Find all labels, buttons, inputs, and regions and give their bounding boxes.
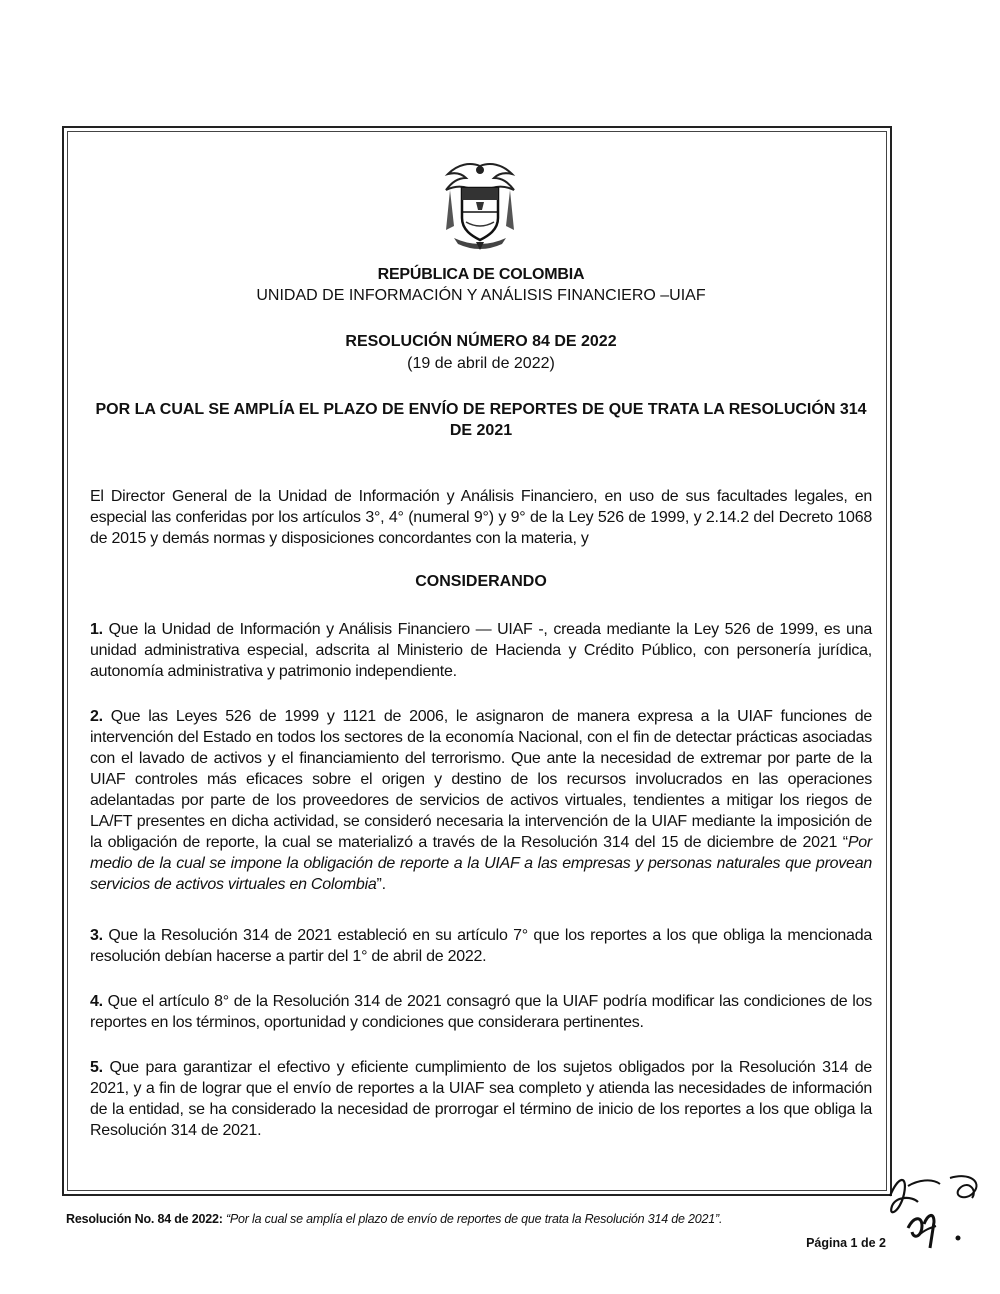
footer-label: Resolución No. 84 de 2022: [66,1212,223,1226]
signature-icon [878,1166,990,1266]
paragraph-tail: ”. [376,876,386,893]
paragraph-text: Que para garantizar el efectivo y eficiente cumplimiento de los sujetos obligados por la Resolución 314 de 2021, y a fin de lograr que el envío de reportes a la UIAF sea completo y atienda las necesidades de información de la entidad, se ha considerado la necesidad de prorrogar el término de inicio de los reportes a los que obliga la Resolución 314 de 2021. [90,1059,873,1139]
footer-text: “Por la cual se amplía el plazo de envío de reportes de que trata la Resolución 314 de 2021”. [225,1212,723,1226]
country-name: REPÚBLICA DE COLOMBIA [377,266,585,283]
paragraph-5 [90,1057,872,1141]
entity-name: UNIDAD DE INFORMACIÓN Y ANÁLISIS FINANCIERO –UIAF [256,287,706,304]
paragraph-2 [90,706,872,895]
resolution-subject: POR LA CUAL SE AMPLÍA EL PLAZO DE ENVÍO DE REPORTES DE QUE TRATA LA RESOLUCIÓN 314 DE 2021 [95,401,867,439]
paragraph-number: 2. [90,708,103,725]
paragraph-number: 1. [90,621,103,638]
paragraph-number: 4. [90,993,103,1010]
paragraph-1 [90,619,872,682]
paragraph-number: 5. [90,1059,103,1076]
paragraph-text: Que la Resolución 314 de 2021 estableció en su artículo 7° que los reportes a los que obliga la mencionada resolución debían hacerse a partir del 1° de abril de 2022. [90,927,872,965]
paragraph-text: Que la Unidad de Información y Análisis Financiero — UIAF -, creada mediante la Ley 526 de 1999, es una unidad administrativa especial, adscrita al Ministerio de Hacienda y Crédito Público, con personería jurídica, autonomía administrativa y patrimonio independiente. [90,621,872,680]
paragraph-4 [90,991,872,1033]
considerando-heading: CONSIDERANDO [415,573,547,590]
resolution-number: RESOLUCIÓN NÚMERO 84 DE 2022 [345,333,617,350]
paragraph-text: Que las Leyes 526 de 1999 y 1121 de 2006, le asignaron de manera expresa a la UIAF funciones de intervención del Estado en todos los sectores de la economía Nacional, con el fin de detectar prácticas asociadas con el lavado de activos y el financiamiento del terrorismo. Que ante la necesidad de extremar por parte de la UIAF controles más eficaces sobre el origen y destino de los recursos involucrados en las operaciones adelantadas por parte de los proveedores de servicios de activos virtuales, tendientes a mitigar los riegos de LA/FT presentes en dicha actividad, se consideró necesaria la intervención de la UIAF mediante la imposición de la obligación de reporte, la cual se materializó a través de la Resolución 314 del 15 de diciembre de 2021 “ [90,708,872,851]
coat-of-arms-icon [440,160,520,252]
intro-paragraph: El Director General de la Unidad de Información y Análisis Financiero, en uso de sus facultades legales, en especial las conferidas por los artículos 3°, 4° (numeral 9°) y 9° de la Ley 526 de 1999, y 2.14.2 del Decreto 1068 de 2015 y demás normas y disposiciones concordantes con la materia, y [90,488,872,547]
footer-reference [66,1212,826,1226]
paragraph-quote: Por medio de la cual se impone la obligación de reporte a la UIAF a las empresas y personas naturales que provean servicios de activos virtuales en Colombia [90,834,872,893]
paragraph-number: 3. [90,927,103,944]
paragraph-3 [90,925,872,967]
page-number: Página 1 de 2 [806,1236,886,1250]
resolution-date: (19 de abril de 2022) [407,355,555,372]
paragraph-text: Que el artículo 8° de la Resolución 314 de 2021 consagró que la UIAF podría modificar las condiciones de los reportes en los términos, oportunidad y condiciones que considerara pertinentes. [90,993,872,1031]
